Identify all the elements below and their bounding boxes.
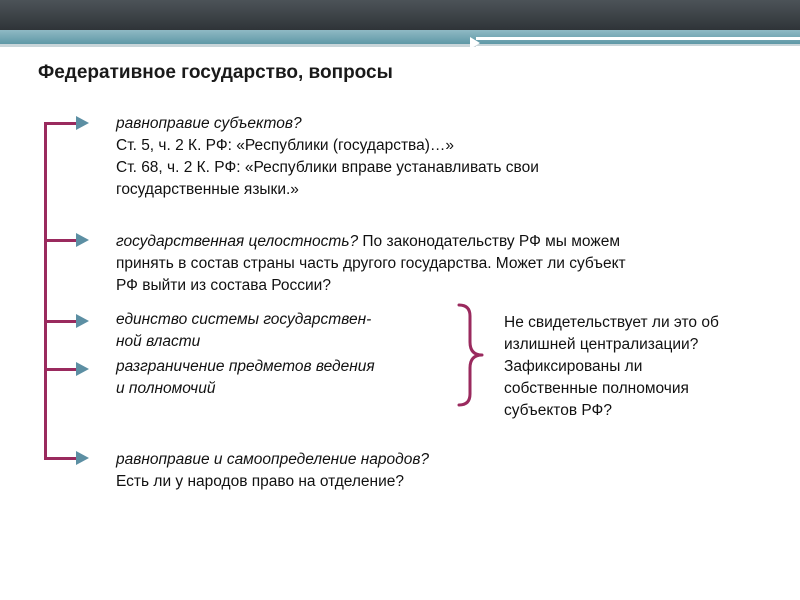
arrow-right-icon [76,116,89,130]
item-line: Есть ли у народов право на отделение? [116,473,404,490]
arrow-right-icon [76,451,89,465]
item-unity-of-power [116,309,371,353]
item-inline-text: По законодательству РФ мы можем [358,233,621,250]
arrow-right-icon [76,314,89,328]
note-line: субъектов РФ? [504,402,612,419]
item-state-integrity [116,231,626,297]
item-question: единство системы государствен- [116,311,372,328]
item-question: равноправие и самоопределение народов? [116,451,430,468]
curly-brace-icon [456,302,490,408]
top-dark-band [0,0,800,30]
slide-title: Федеративное государство, вопросы [38,62,393,83]
arrow-right-icon [76,362,89,376]
note-line: Не свидетельствует ли это об [504,314,719,331]
item-question: разграничение предметов ведения [116,358,375,375]
connector-branch-3 [44,320,78,323]
note-line: Зафиксированы ли [504,358,643,375]
item-equal-rights-subjects [116,113,539,201]
note-line: собственные полномочия [504,380,689,397]
header-decoration [476,37,800,49]
bracket-note [504,312,774,422]
connector-branch-2 [44,239,78,242]
item-division-of-powers [116,356,375,400]
item-line: государственные языки.» [116,181,299,198]
item-line: Ст. 68, ч. 2 К. РФ: «Республики вправе устанавливать свои [116,159,539,176]
connector-branch-1 [44,122,78,125]
item-question: и полномочий [116,380,216,397]
item-line: Ст. 5, ч. 2 К. РФ: «Республики (государства)…» [116,137,455,154]
note-line: излишней централизации? [504,336,699,353]
connector-branch-4 [44,368,78,371]
item-question: равноправие субъектов? [116,115,302,132]
connector-branch-5 [44,457,78,460]
item-line: РФ выйти из состава России? [116,277,331,294]
arrow-right-icon [76,233,89,247]
item-question: государственная целостность? [116,233,359,250]
header-decoration-arrow-icon [470,37,480,49]
item-question: ной власти [116,333,201,350]
connector-vertical-line [44,122,47,460]
item-line: принять в состав страны часть другого государства. Может ли субъект [116,255,626,272]
item-self-determination [116,449,429,493]
